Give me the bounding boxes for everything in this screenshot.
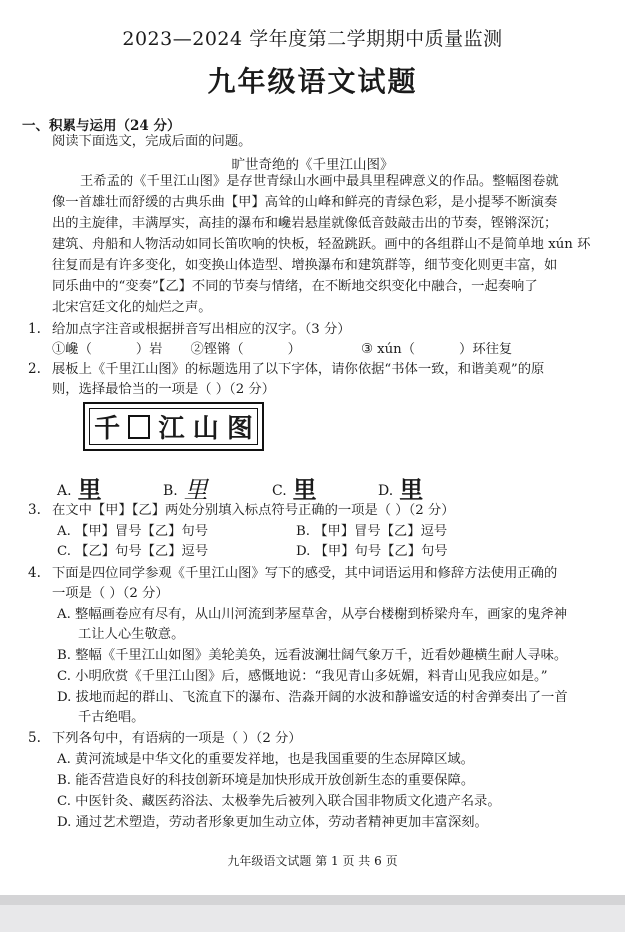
font-option-c[interactable] bbox=[272, 470, 317, 505]
option-c[interactable]: C. 小明欣赏《千里江山图》后，感慨地说：“我见青山多妩媚，料青山见我应如是。” bbox=[57, 669, 548, 684]
question-number: 4. bbox=[28, 565, 41, 581]
font-glyph: 里 bbox=[77, 475, 102, 504]
font-option-a[interactable] bbox=[57, 470, 102, 505]
q1-item: ）环往复 bbox=[459, 342, 513, 357]
option-d[interactable]: D. 拔地而起的群山、飞流直下的瀑布、浩淼开阔的水波和静谧安适的村舍弹奏出了一首 bbox=[57, 690, 568, 705]
q1-item: ①巉（ bbox=[52, 342, 92, 357]
option-b[interactable]: B. 整幅《千里江山如图》美轮美奂，远看波澜壮阔气象万千，近看妙趣横生耐人寻味。 bbox=[57, 648, 568, 663]
reading-instruction: 阅读下面选文，完成后面的问题。 bbox=[52, 134, 252, 149]
option-a[interactable]: A. 黄河流域是中华文化的重要发祥地，也是我国重要的生态屏障区域。 bbox=[57, 752, 474, 767]
option-label: B. bbox=[163, 483, 178, 499]
question-number: 1. bbox=[28, 321, 41, 337]
option-d[interactable]: D. 通过艺术塑造，劳动者形象更加生动立体，劳动者精神更加丰富深刻。 bbox=[57, 815, 488, 830]
question-number: 3. bbox=[28, 502, 41, 518]
question-text: 下面是四位同学参观《千里江山图》写下的感受，其中词语运用和修辞方法使用正确的 bbox=[52, 566, 558, 581]
title-sample bbox=[89, 408, 258, 445]
exam-title: 九年级语文试题 bbox=[207, 65, 418, 98]
question-text: 则，选择最恰当的一项是（ ）（2 分） bbox=[52, 382, 276, 397]
font-glyph: 里 bbox=[183, 476, 208, 504]
passage-line: 同乐曲中的“变奏”【乙】不同的节奏与情绪，在不断地交织变化中融合，一起奏响了 bbox=[52, 279, 538, 294]
passage-line: 往复而是有许多变化，如变换山体造型、增换瀑布和建筑群等，细节变化则更丰富，如 bbox=[52, 258, 558, 273]
option-d-cont: 千古绝唱。 bbox=[78, 710, 145, 725]
option-c[interactable]: C. 中医针灸、藏医药浴法、太极拳先后被列入联合国非物质文化遗产名录。 bbox=[57, 794, 501, 809]
question-text: 下列各句中，有语病的一项是（ ）（2 分） bbox=[52, 731, 302, 746]
option-b[interactable]: B. 【甲】冒号【乙】逗号 bbox=[296, 524, 448, 539]
viewer-bottom-bar bbox=[0, 895, 625, 932]
option-a[interactable]: A. 整幅画卷应有尽有，从山川河流到茅屋草舍，从亭台楼榭到桥梁舟车，画家的鬼斧神 bbox=[57, 607, 568, 622]
passage-line: 北宋宫廷文化的灿烂之声。 bbox=[52, 300, 212, 315]
option-a-cont: 工让人心生敬意。 bbox=[78, 627, 185, 642]
option-a[interactable]: A. 【甲】冒号【乙】句号 bbox=[57, 524, 209, 539]
option-d[interactable]: D. 【甲】句号【乙】句号 bbox=[296, 544, 448, 559]
title-char: 图 bbox=[226, 414, 253, 444]
q1-item: ）岩 bbox=[135, 342, 163, 357]
font-glyph: 里 bbox=[292, 476, 317, 504]
passage-line: 王希孟的《千里江山图》是存世青绿山水画中最具里程碑意义的作品。整幅图卷就 bbox=[80, 174, 559, 189]
passage-title: 旷世奇绝的《千里江山图》 bbox=[231, 157, 394, 173]
option-label: A. bbox=[57, 483, 72, 499]
font-option-b[interactable] bbox=[163, 470, 208, 505]
question-text: 展板上《千里江山图》的标题选用了以下字体，请你依据“书体一致，和谐美观”的原 bbox=[52, 362, 545, 377]
title-char: 千 bbox=[94, 414, 121, 444]
title-char: 江 bbox=[158, 414, 185, 444]
q1-item: ②铿锵（ bbox=[190, 342, 244, 357]
missing-char-box bbox=[128, 415, 150, 439]
question-number: 5. bbox=[28, 730, 41, 746]
passage-line: 像一首雄壮而舒缓的古典乐曲【甲】高耸的山峰和鲜亮的青绿色彩，是小提琴不断演奏 bbox=[52, 195, 558, 210]
q1-items bbox=[52, 341, 512, 359]
section-heading: 一、积累与运用（24 分） bbox=[22, 118, 181, 134]
question-text: 在文中【甲】【乙】两处分别填入标点符号正确的一项是（ ）（2 分） bbox=[52, 503, 455, 518]
font-option-d[interactable] bbox=[378, 470, 423, 505]
title-char: 山 bbox=[192, 414, 219, 444]
passage-line: 出的主旋律，丰满厚实，高挂的瀑布和巉岩悬崖就像低音鼓敲击出的节奏，铿锵深沉； bbox=[52, 216, 558, 231]
scroll-strip[interactable] bbox=[0, 895, 625, 905]
question-text: 给加点字注音或根据拼音写出相应的汉字。（3 分） bbox=[52, 322, 351, 337]
option-b[interactable]: B. 能否营造良好的科技创新环境是加快形成开放创新生态的重要保障。 bbox=[57, 773, 475, 788]
exam-header: 2023—2024 学年度第二学期期中质量监测 bbox=[122, 28, 503, 50]
question-text: 一项是（ ）（2 分） bbox=[52, 586, 169, 601]
question-number: 2. bbox=[28, 361, 41, 377]
option-label: D. bbox=[378, 483, 394, 499]
passage-line: 建筑、舟船和人物活动如同长笛吹响的快板，轻盈跳跃。画中的各组群山不是简单地 xún 环 bbox=[52, 237, 591, 252]
q1-item: ） bbox=[287, 342, 301, 357]
option-c[interactable]: C. 【乙】句号【乙】逗号 bbox=[57, 544, 209, 559]
q1-item: ③ xún（ bbox=[360, 342, 416, 357]
title-sample-box bbox=[83, 402, 264, 451]
page-footer: 九年级语文试题 第 1 页 共 6 页 bbox=[227, 854, 398, 868]
font-glyph: 里 bbox=[399, 478, 424, 504]
option-label: C. bbox=[272, 483, 287, 499]
